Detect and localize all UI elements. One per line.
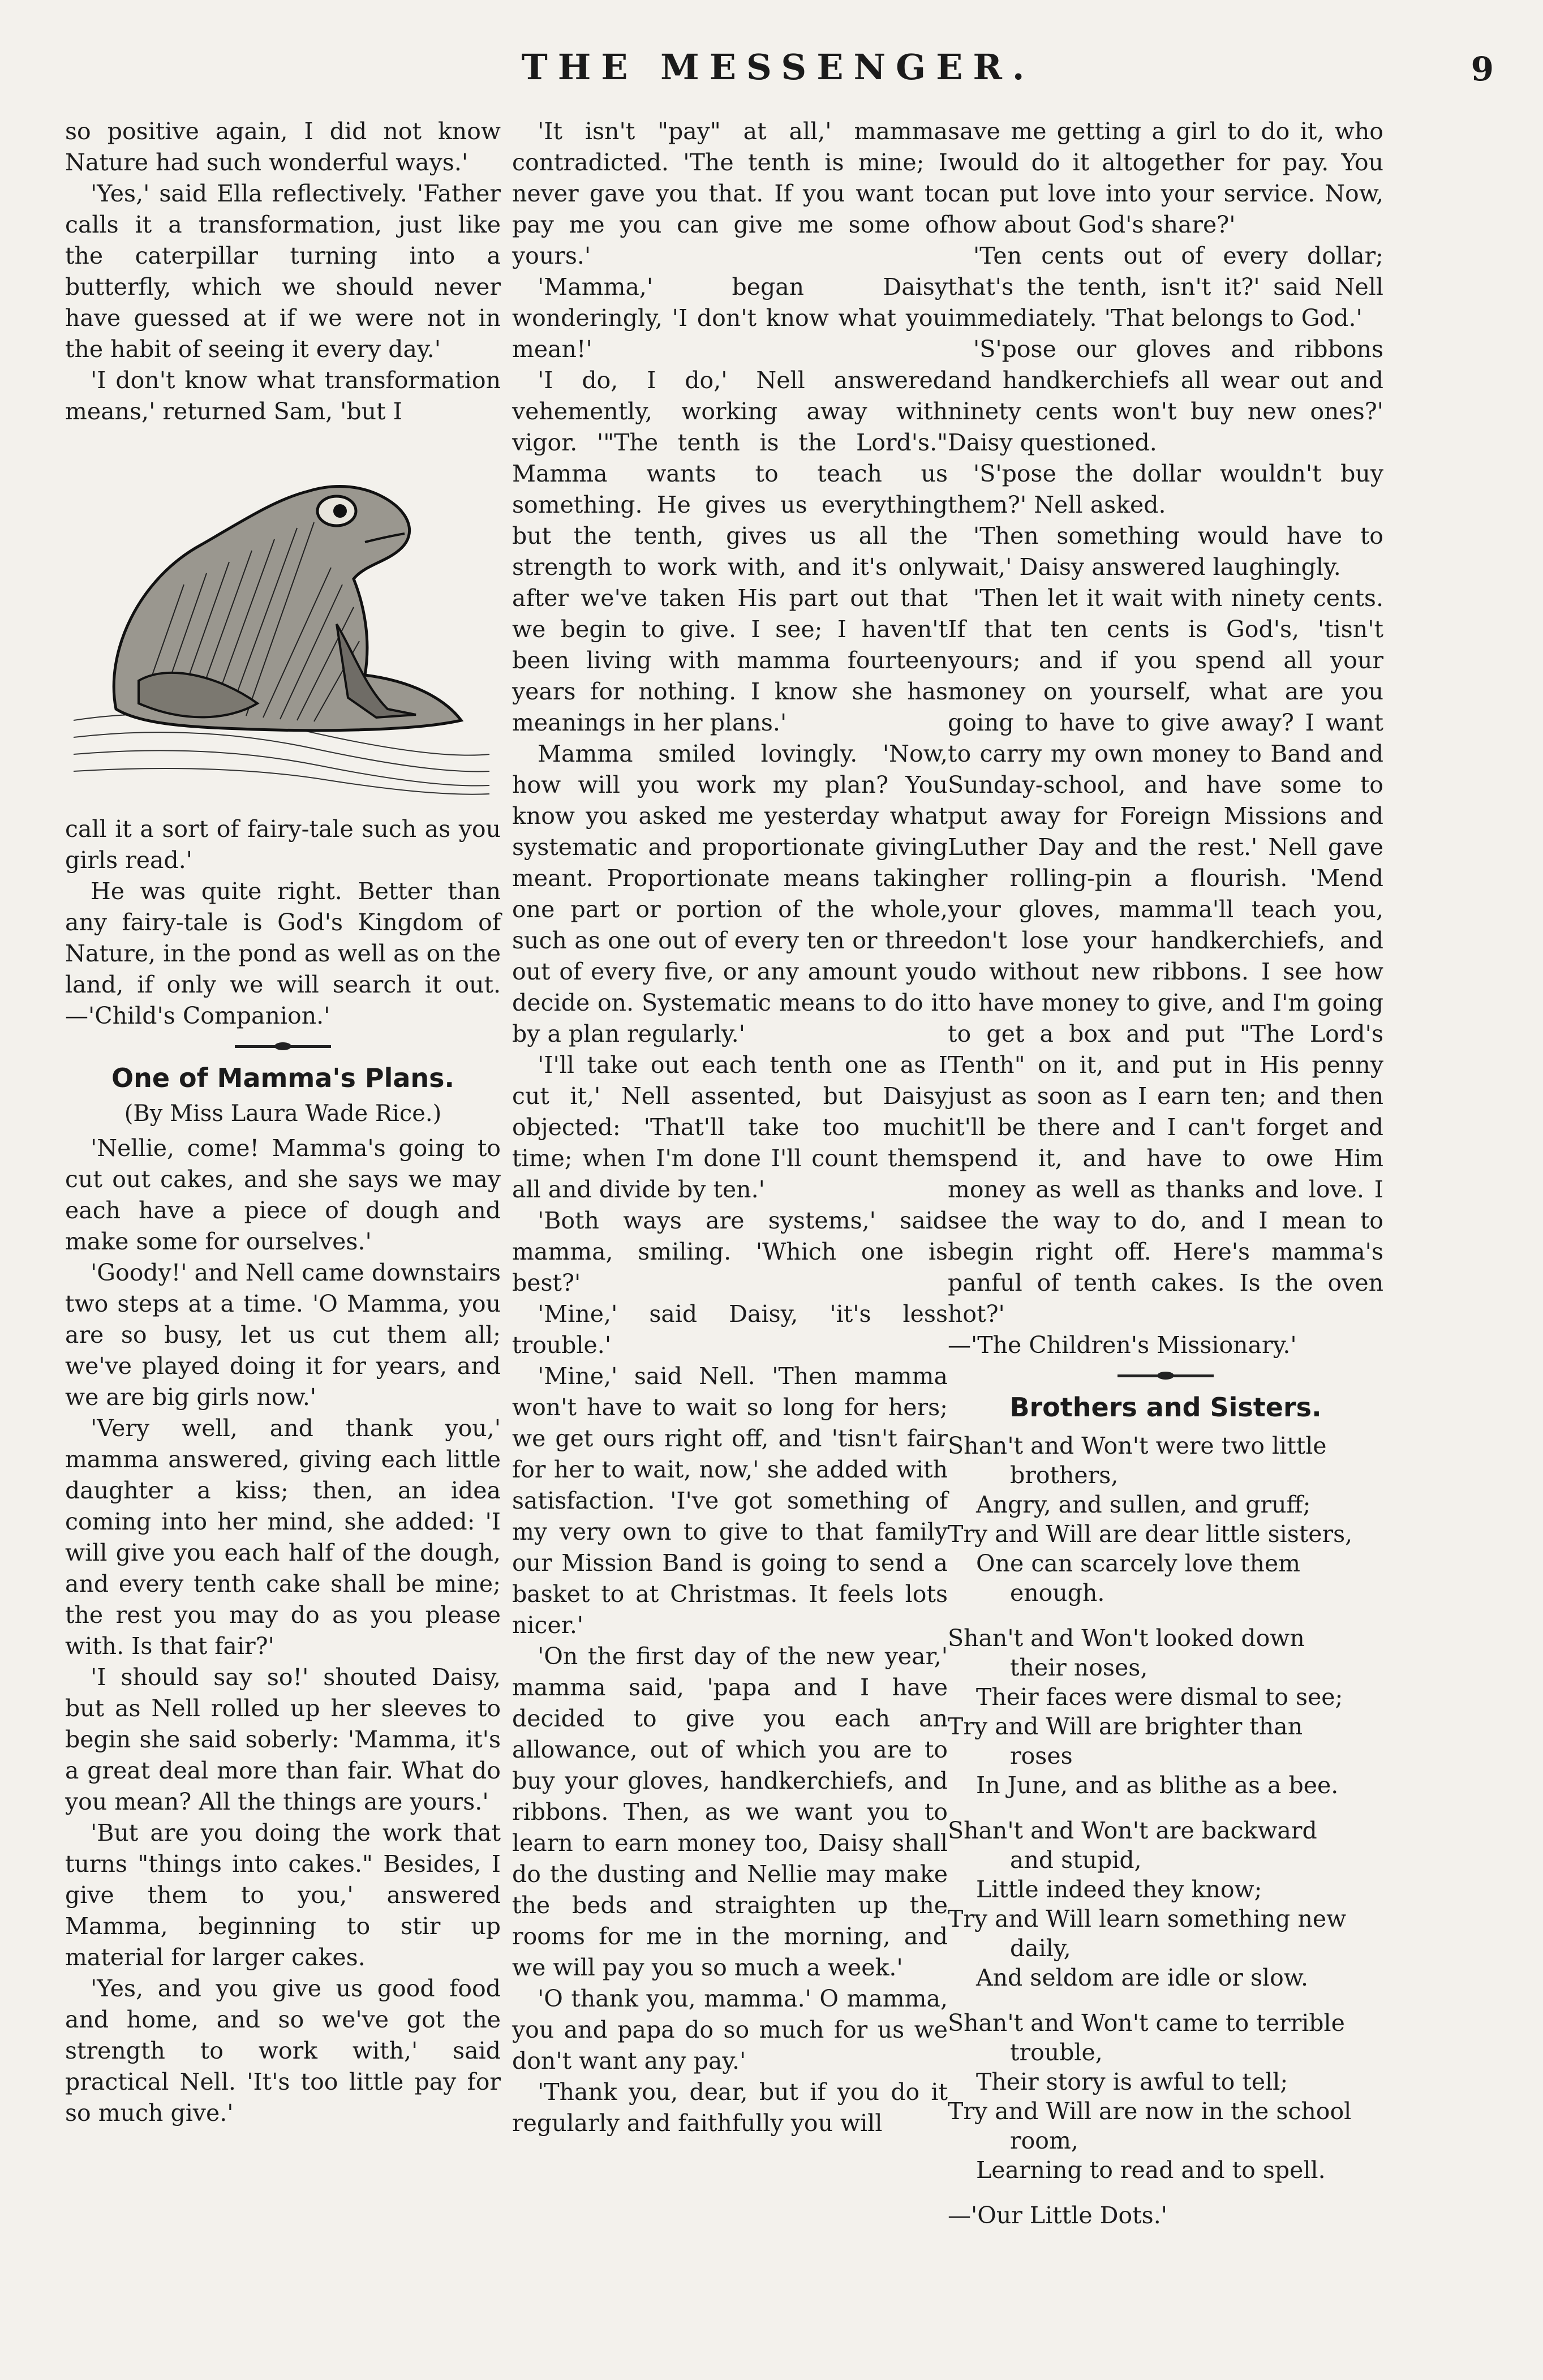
poem-line: daily,	[1010, 1935, 1071, 1962]
poem-line: Shan't and Won't were two little	[948, 1432, 1327, 1459]
poem-line: Try and Will learn something new	[948, 1905, 1347, 1932]
paragraph: 'I do, I do,' Nell answered vehemently, working away with vigor. '"The tenth is the Lord's." Mamma wants to teach us something. He gives us everything but the tenth, gives us all the strength to work with, and it's only after we've taken His part out that we begin to give. I see; I haven't been living with mamma fourteen years for nothing. I know she has meanings in her plans.'	[512, 367, 948, 736]
paragraph: 'Yes,' said Ella reflectively. 'Father calls it a transformation, just like the caterpillar turning into a butterfly, which we should never have guessed at if we were not in the habit of seeing it every day.'	[65, 180, 501, 363]
poem-line: Shan't and Won't came to terrible	[948, 2009, 1345, 2037]
poem-line: room,	[1010, 2127, 1078, 2154]
paragraph: 'Ten cents out of every dollar; that's the tenth, isn't it?' said Nell immediately. 'That belongs to God.'	[948, 242, 1383, 332]
paragraph: 'I should say so!' shouted Daisy, but as Nell rolled up her sleeves to begin she said soberly: 'Mamma, it's a great deal more than fair. What do you mean? All the things are yours.'	[65, 1664, 501, 1815]
section-divider	[235, 1045, 331, 1048]
paragraph: 'I'll take out each tenth one as I cut it,' Nell assented, but Daisy objected: 'That'll take too much time; when I'm done I'll count them all and divide by ten.'	[512, 1051, 948, 1203]
paragraph: 'O thank you, mamma.' O mamma, you and papa do so much for us we don't want any pay.'	[512, 1985, 948, 2074]
poem-line: Shan't and Won't looked down	[948, 1625, 1305, 1652]
paragraph: 'S'pose our gloves and ribbons and handkerchiefs all wear out and ninety cents won't buy new ones?' Daisy questioned.	[948, 336, 1383, 456]
story-title: One of Mamma's Plans.	[111, 1063, 455, 1093]
paragraph: 'Then let it wait with ninety cents. If that ten cents is God's, 'tisn't yours; and if you spend all your money on yourself, what are you going to have to give away? I want to carry my own money to Band and Sunday-school, and have some to put away for Foreign Missions and Luther Day and the rest.' Nell gave her rolling-pin a flourish. 'Mend your gloves, mamma'll teach you, don't lose your handkerchiefs, and do without new ribbons. I see how to have money to give, and I'm going to get a box and put "The Lord's Tenth" on it, and put in His penny just as soon as I earn ten; and then it'll be there and I can't forget and spend it, and have to owe Him money as well as thanks and love. I see the way to do, and I mean to begin right off. Here's mamma's panful of tenth cakes. Is the oven hot?'	[948, 585, 1383, 1328]
poem-line: Try and Will are now in the school	[948, 2098, 1352, 2125]
paragraph: 'Mamma,' began Daisy wonderingly, 'I don't know what you mean!'	[512, 273, 948, 363]
page-header	[62, 46, 1494, 109]
column-3	[948, 116, 1383, 2230]
paragraph: 'Nellie, come! Mamma's going to cut out cakes, and she says we may each have a piece of dough and make some for ourselves.'	[65, 1135, 501, 1255]
paragraph: 'It isn't "pay" at all,' mamma contradicted. 'The tenth is mine; I never gave you that. If you want to pay me you can give me some of yours.'	[512, 118, 948, 269]
poem-line: roses	[1010, 1742, 1073, 1769]
paragraph: call it a sort of fairy-tale such as you girls read.'	[65, 815, 501, 874]
poem-stanza	[948, 1816, 1383, 1992]
poem-line: trouble,	[1010, 2039, 1103, 2066]
paragraph: 'Thank you, dear, but if you do it regularly and faithfully you will	[512, 2078, 948, 2137]
paragraph: He was quite right. Better than any fairy-tale is God's Kingdom of Nature, in the pond as well as on the land, if only we will search it out.—'Child's Companion.'	[65, 878, 501, 1029]
poem-line: Their faces were dismal to see;	[976, 1683, 1343, 1711]
paragraph: Mamma smiled lovingly. 'Now, how will you work my plan? You know you asked me yesterday what systematic and proportionate giving meant. Proportionate means taking one part or portion of the whole, such as one out of every ten or three out of every five, or any amount you decide on. Systematic means to do it by a plan regularly.'	[512, 740, 948, 1047]
paragraph: 'Mine,' said Nell. 'Then mamma won't have to wait so long for hers; we get ours right off, and 'tisn't fair for her to wait, now,' she added with satisfaction. 'I've got something of my very own to give to that family our Mission Band is going to send a basket to at Christmas. It feels lots nicer.'	[512, 1363, 948, 1639]
section-divider	[1118, 1374, 1214, 1377]
poem-stanza	[948, 2008, 1383, 2185]
frog-illustration	[71, 437, 492, 797]
poem-line: Shan't and Won't are backward	[948, 1817, 1317, 1844]
column-2	[512, 116, 948, 2139]
poem-stanza	[948, 1431, 1383, 1608]
page-number: 9	[1471, 50, 1494, 88]
source-credit: —'The Children's Missionary.'	[948, 1331, 1297, 1359]
paragraph: 'Yes, and you give us good food and home, and so we've got the strength to work with,' said practical Nell. 'It's too little pay for so much give.'	[65, 1975, 501, 2126]
poem-line: their noses,	[1010, 1654, 1148, 1681]
paragraph: 'I don't know what transformation means,' returned Sam, 'but I	[65, 367, 501, 425]
paragraph: 'But are you doing the work that turns "things into cakes." Besides, I give them to you,' answered Mamma, beginning to stir up material for larger cakes.	[65, 1819, 501, 1971]
paragraph: 'Mine,' said Daisy, 'it's less trouble.'	[512, 1300, 948, 1359]
paragraph: 'On the first day of the new year,' mamma said, 'papa and I have decided to give you each an allowance, out of which you are to buy your gloves, handkerchiefs, and ribbons. Then, as we want you to learn to earn money too, Daisy shall do the dusting and Nellie may make the beds and straighten up the rooms for me in the morning, and we will pay you so much a week.'	[512, 1643, 948, 1981]
poem-line: Learning to read and to spell.	[976, 2156, 1326, 2184]
poem-stanza	[948, 1623, 1383, 1800]
story-byline: (By Miss Laura Wade Rice.)	[124, 1101, 442, 1127]
poem-line: Their story is awful to tell;	[976, 2068, 1288, 2095]
poem-line: In June, and as blithe as a bee.	[976, 1772, 1339, 1799]
poem-line: enough.	[1010, 1579, 1105, 1606]
column-1	[65, 116, 501, 2129]
poem-line: Angry, and sullen, and gruff;	[976, 1491, 1311, 1518]
poem-line: Try and Will are dear little sisters,	[948, 1520, 1353, 1548]
poem-line: Try and Will are brighter than	[948, 1713, 1303, 1740]
poem-source: —'Our Little Dots.'	[948, 2202, 1167, 2229]
poem-title: Brothers and Sisters.	[1009, 1392, 1322, 1423]
paragraph: 'Very well, and thank you,' mamma answered, giving each little daughter a kiss; then, an idea coming into her mind, she added: 'I will give you each half of the dough, and every tenth cake shall be mine; the rest you may do as you please with. Is that fair?'	[65, 1415, 501, 1660]
paragraph: 'Both ways are systems,' said mamma, smiling. 'Which one is best?'	[512, 1207, 948, 1296]
paragraph: 'Goody!' and Nell came downstairs two steps at a time. 'O Mamma, you are so busy, let us cut them all; we've played doing it for years, and we are big girls now.'	[65, 1259, 501, 1411]
masthead: THE MESSENGER.	[521, 46, 1035, 88]
poem-line: and stupid,	[1010, 1846, 1142, 1874]
poem-line: And seldom are idle or slow.	[976, 1964, 1309, 1991]
paragraph: so positive again, I did not know Nature had such wonderful ways.'	[65, 118, 501, 176]
poem-line: brothers,	[1010, 1462, 1119, 1489]
paragraph: 'Then something would have to wait,' Daisy answered laughingly.	[948, 522, 1383, 581]
paragraph: save me getting a girl to do it, who would do it altogether for pay. You can put love into your service. Now, how about God's share?'	[948, 118, 1383, 238]
poem-line: Little indeed they know;	[976, 1876, 1262, 1903]
poem-line: One can scarcely love them	[976, 1550, 1301, 1577]
paragraph: 'S'pose the dollar wouldn't buy them?' Nell asked.	[948, 460, 1383, 518]
